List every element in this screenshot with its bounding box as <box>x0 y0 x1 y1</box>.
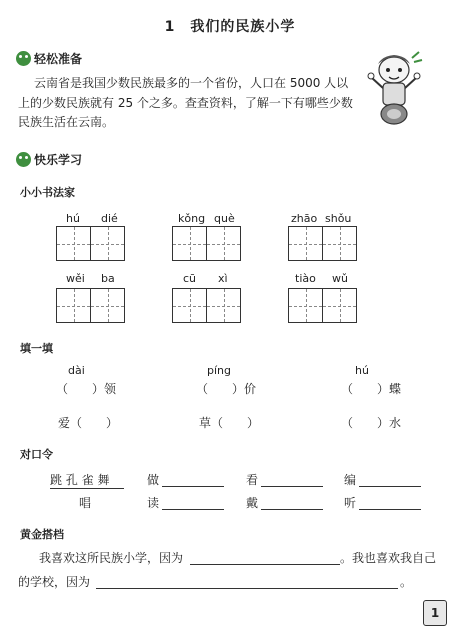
fill-item[interactable]: （ ）水 <box>341 416 402 430</box>
example-underline <box>50 488 124 489</box>
fill-item[interactable]: 爱（ ） <box>58 416 119 430</box>
answer-blank[interactable] <box>359 509 421 510</box>
pinyin-xi: xì <box>218 272 228 285</box>
intro-paragraph-cont <box>18 94 378 132</box>
writing-box[interactable] <box>288 226 323 261</box>
writing-box[interactable] <box>90 288 125 323</box>
pinyin-die: dié <box>101 212 118 225</box>
answer-blank[interactable] <box>96 588 398 589</box>
cartoon-child-illustration <box>364 48 424 128</box>
fill-item[interactable]: 草（ ） <box>199 416 260 430</box>
calligraphy-heading: 小小书法家 <box>20 186 75 199</box>
frog-icon <box>16 152 31 167</box>
pinyin-kong: kǒng <box>178 212 206 225</box>
gold-sentence-part4: 。 <box>400 575 413 589</box>
section-learn-label: 快乐学习 <box>34 153 83 167</box>
writing-box[interactable] <box>90 226 125 261</box>
fill-heading: 填一填 <box>20 342 53 355</box>
writing-box[interactable] <box>56 226 91 261</box>
couplet-prompt: 读 <box>147 496 160 510</box>
pinyin-hu: hú <box>66 212 80 225</box>
pinyin-zhao: zhāo <box>291 212 318 225</box>
couplet-prompt: 戴 <box>246 496 259 510</box>
pinyin-tiao: tiào <box>295 272 316 285</box>
writing-box[interactable] <box>206 288 241 323</box>
intro-line-2: 上的少数民族就有 25 个之多。查查资料，了解一下有哪些少数 <box>18 96 353 110</box>
page-title: 1 我们的民族小学 <box>164 19 296 35</box>
writing-box[interactable] <box>206 226 241 261</box>
writing-box[interactable] <box>56 288 91 323</box>
couplet-prompt: 做 <box>147 473 160 487</box>
couplet-prompt: 听 <box>344 496 357 510</box>
fill-item[interactable]: （ ）价 <box>196 382 257 396</box>
intro-line-3: 民族生活在云南。 <box>18 115 115 129</box>
couplet-prompt: 唱 <box>79 496 92 510</box>
intro-line-1: 云南省是我国少数民族最多的一个省份，人口在 5000 人以 <box>34 76 349 90</box>
pinyin-wei: wěi <box>66 272 85 285</box>
writing-box[interactable] <box>322 288 357 323</box>
couplet-prompt: 编 <box>344 473 357 487</box>
answer-blank[interactable] <box>359 486 421 487</box>
page-number: 1 <box>423 600 447 626</box>
pinyin-shou: shǒu <box>325 212 352 225</box>
fill-item[interactable]: （ ）领 <box>56 382 117 396</box>
section-prep-label: 轻松准备 <box>34 52 83 66</box>
couplet-prompt: 看 <box>246 473 259 487</box>
pinyin-cu: cū <box>183 272 197 285</box>
writing-box[interactable] <box>172 288 207 323</box>
pinyin-que: què <box>214 212 235 225</box>
answer-blank[interactable] <box>261 486 323 487</box>
gold-heading: 黄金搭档 <box>20 528 64 541</box>
gold-sentence-part1: 我喜欢这所民族小学，因为 <box>39 551 184 565</box>
section-prep-heading <box>16 50 82 67</box>
section-learn-heading <box>16 151 82 168</box>
answer-blank[interactable] <box>162 486 224 487</box>
fill-pinyin-ping: píng <box>207 364 231 377</box>
writing-box[interactable] <box>288 288 323 323</box>
frog-icon <box>16 51 31 66</box>
gold-sentence-part2: 。我也喜欢我自己 <box>340 551 437 565</box>
pinyin-wu: wǔ <box>332 272 348 285</box>
answer-blank[interactable] <box>261 509 323 510</box>
gold-sentence-part3: 的学校，因为 <box>18 575 91 589</box>
couplet-example: 跳 孔 雀 舞 <box>50 473 110 487</box>
answer-blank[interactable] <box>190 564 340 565</box>
couplet-heading: 对口令 <box>20 448 53 461</box>
pinyin-ba: ba <box>101 272 115 285</box>
fill-pinyin-dai: dài <box>68 364 85 377</box>
answer-blank[interactable] <box>162 509 224 510</box>
writing-box[interactable] <box>172 226 207 261</box>
fill-item[interactable]: （ ）蝶 <box>341 382 402 396</box>
fill-pinyin-hu: hú <box>355 364 369 377</box>
writing-box[interactable] <box>322 226 357 261</box>
intro-paragraph <box>34 74 364 93</box>
